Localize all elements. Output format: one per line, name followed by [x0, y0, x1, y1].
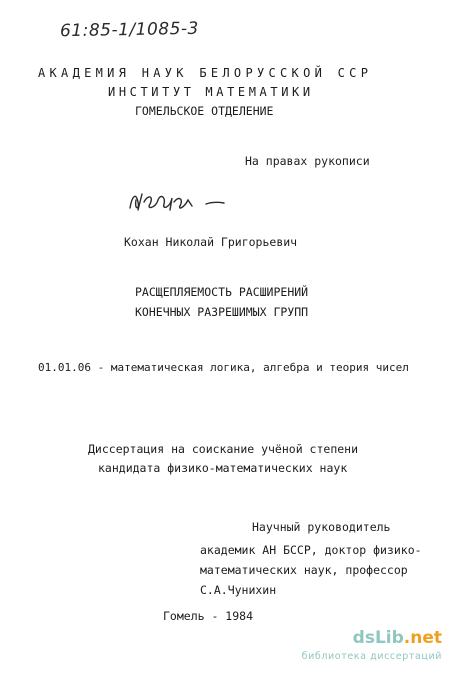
branch-heading: ГОМЕЛЬСКОЕ ОТДЕЛЕНИЕ: [135, 104, 274, 118]
shelf-mark: 61:85-1/1085-3: [59, 18, 200, 42]
watermark-subtitle: библиотека диссертаций: [301, 651, 442, 662]
place-year: Гомель - 1984: [163, 609, 254, 623]
rights-note: На правах рукописи: [245, 154, 370, 168]
institute-heading: ИНСТИТУТ МАТЕМАТИКИ: [108, 85, 314, 99]
supervisor-label: Научный руководитель: [252, 520, 391, 534]
degree-line-1: Диссертация на соискание учёной степени: [88, 442, 359, 456]
author-signature: [122, 188, 232, 214]
watermark-logo: [353, 628, 442, 648]
author-name: Кохан Николай Григорьевич: [124, 235, 298, 249]
specialty-code: 01.01.06 - математическая логика, алгебра и теория чисел: [38, 361, 409, 374]
supervisor-rank: академик АН БССР, доктор физико-: [200, 543, 422, 557]
degree-line-2: кандидата физико-математических наук: [98, 461, 348, 475]
academy-heading: АКАДЕМИЯ НАУК БЕЛОРУССКОЙ ССР: [38, 66, 373, 80]
watermark-logo-suffix: .net: [403, 628, 442, 648]
title-line-1: РАСЩЕПЛЯЕМОСТЬ РАСШИРЕНИЙ: [135, 285, 309, 299]
supervisor-degree: математических наук, профессор: [200, 563, 408, 577]
watermark-logo-main: dsLib: [352, 628, 404, 648]
title-line-2: КОНЕЧНЫХ РАЗРЕШИМЫХ ГРУПП: [135, 305, 309, 319]
supervisor-name: С.А.Чунихин: [200, 583, 277, 597]
